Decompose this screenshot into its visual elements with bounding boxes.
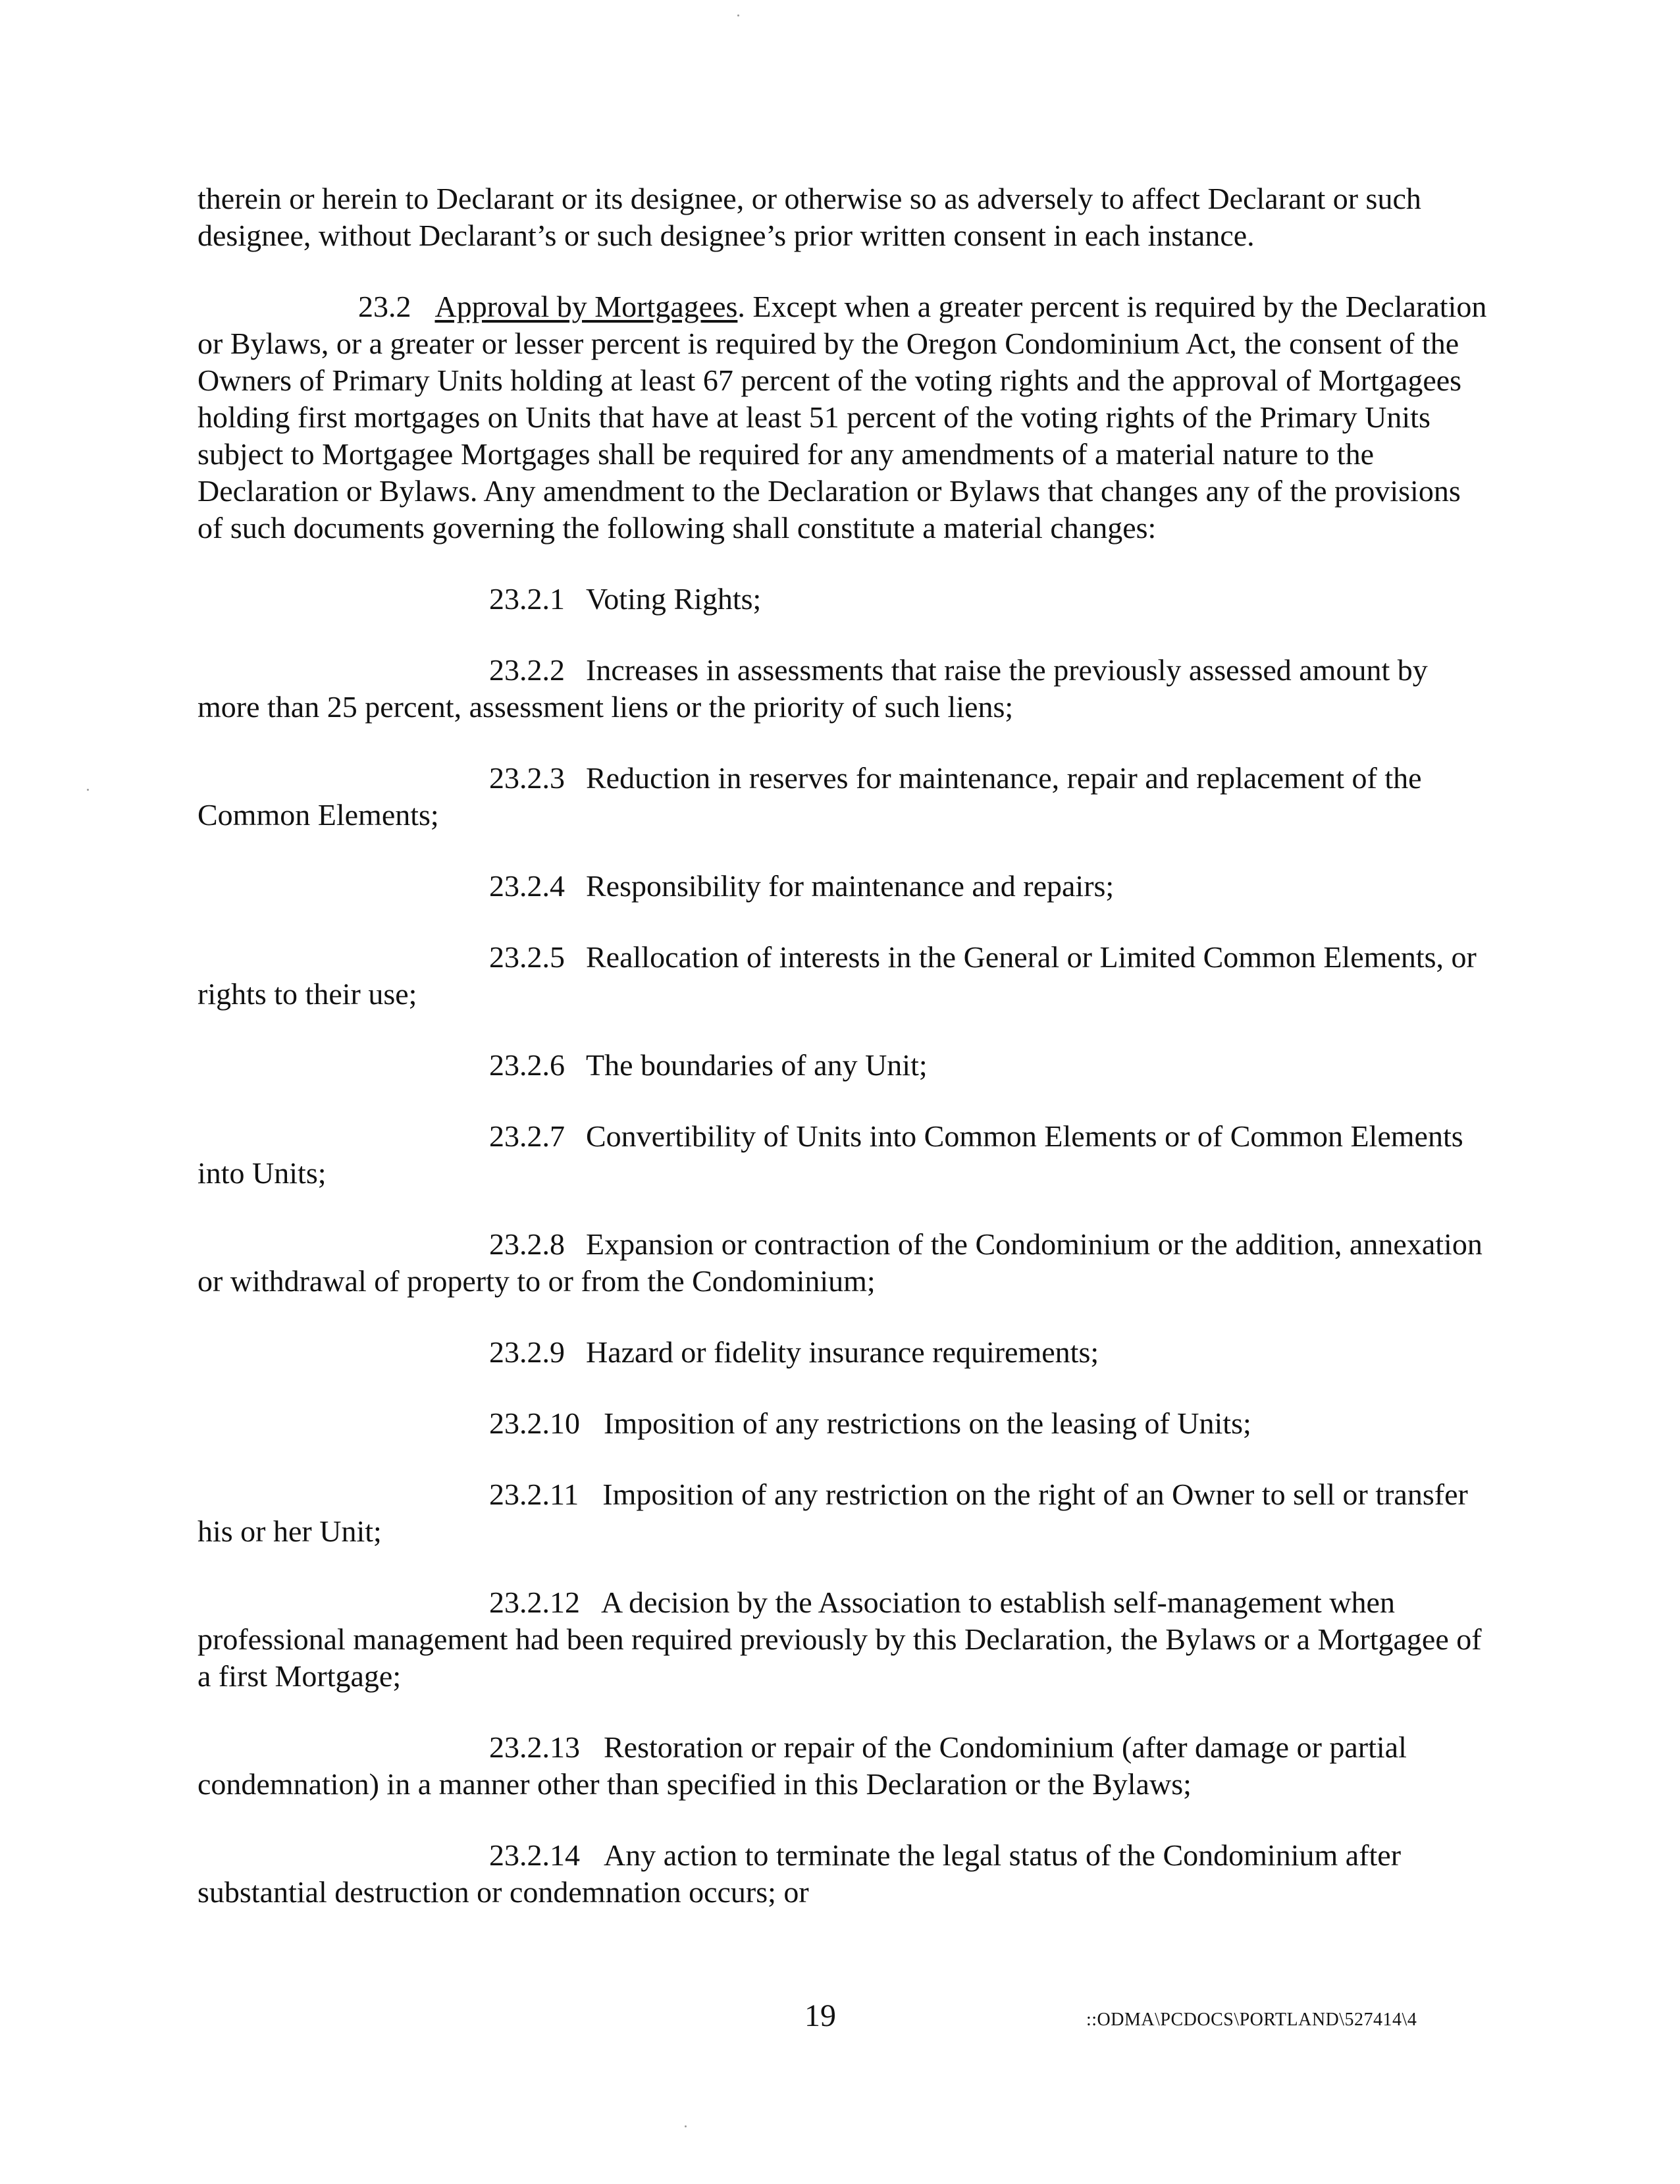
scan-speck (87, 789, 89, 791)
list-item (197, 581, 1488, 618)
item-number: 23.2.4 (489, 869, 565, 903)
item-number: 23.2.12 (489, 1585, 580, 1619)
list-item (197, 652, 1488, 726)
list-item (197, 1118, 1488, 1192)
scan-speck (737, 14, 739, 16)
item-text: The boundaries of any Unit; (586, 1048, 928, 1082)
item-number: 23.2.6 (489, 1048, 565, 1082)
document-page (197, 180, 1488, 1945)
list-item (197, 1047, 1488, 1084)
list-item (197, 939, 1488, 1013)
section-body: Except when a greater percent is required by the Declaration or Bylaws, or a greater or lesser percent is required by the Oregon Condominium Act, the consent of the Owners of Primary Units holding at least 67 percent of the voting rights and the approval of Mortgagees holding first mortgages on Units that have at least 51 percent of the voting rights of the Primary Units subject to Mortgagee Mortgages shall be required for any amendments of a material nature to the Declaration or Bylaws. Any amendment to the Declaration or Bylaws that changes any of the provisions of such documents governing the following shall constitute a material changes: (197, 290, 1487, 545)
item-number: 23.2.1 (489, 582, 565, 616)
section-number: 23.2 (358, 290, 411, 323)
item-number: 23.2.9 (489, 1335, 565, 1369)
item-text: Expansion or contraction of the Condominium or the addition, annexation or withdrawal of property to or from the Condominium; (197, 1227, 1483, 1298)
item-text: Hazard or fidelity insurance requirements; (586, 1335, 1099, 1369)
item-text: Any action to terminate the legal status of the Condominium after substantial destruction or condemnation occurs; or (197, 1838, 1402, 1909)
list-item (197, 1837, 1488, 1911)
list-item (197, 760, 1488, 834)
list-item (197, 1226, 1488, 1300)
item-number: 23.2.3 (489, 761, 565, 795)
item-text: Voting Rights; (586, 582, 762, 616)
section-heading: Approval by Mortgagees (434, 290, 738, 323)
scan-speck (685, 2125, 687, 2127)
continuation-paragraph: therein or herein to Declarant or its designee, or otherwise so as adversely to affect Declarant or such designee, without Declarant’s or such designee’s prior written consent in each instance. (197, 182, 1421, 252)
item-number: 23.2.10 (489, 1406, 580, 1440)
section-23-2 (197, 288, 1488, 546)
item-number: 23.2.8 (489, 1227, 565, 1261)
item-text: Responsibility for maintenance and repairs; (586, 869, 1115, 903)
item-number: 23.2.11 (489, 1478, 579, 1511)
item-text: Increases in assessments that raise the previously assessed amount by more than 25 percent, assessment liens or the priority of such liens; (197, 653, 1428, 724)
item-text: A decision by the Association to establish self-management when professional management had been required previously by this Declaration, the Bylaws or a Mortgagee of a first Mortgage; (197, 1585, 1482, 1693)
list-item (197, 1405, 1488, 1442)
item-number: 23.2.5 (489, 940, 565, 974)
item-number: 23.2.7 (489, 1119, 565, 1153)
item-text: Reduction in reserves for maintenance, repair and replacement of the Common Elements; (197, 761, 1422, 832)
list-item (197, 1729, 1488, 1803)
document-id: ::ODMA\PCDOCS\PORTLAND\527414\4 (1086, 2010, 1417, 2030)
item-text: Convertibility of Units into Common Elements or of Common Elements into Units; (197, 1119, 1463, 1190)
item-text: Imposition of any restriction on the right of an Owner to sell or transfer his or her Unit; (197, 1478, 1468, 1548)
item-number: 23.2.2 (489, 653, 565, 687)
list-item (197, 1584, 1488, 1695)
list-item (197, 1476, 1488, 1550)
page-number: 19 (804, 1998, 836, 2033)
section-heading-punct: . (737, 290, 745, 323)
item-number: 23.2.13 (489, 1730, 580, 1764)
item-text: Reallocation of interests in the General or Limited Common Elements, or rights to their use; (197, 940, 1477, 1011)
item-text: Restoration or repair of the Condominium (after damage or partial condemnation) in a manner other than specified in this Declaration or the Bylaws; (197, 1730, 1407, 1801)
list-item (197, 1334, 1488, 1371)
item-text: Imposition of any restrictions on the leasing of Units; (604, 1406, 1251, 1440)
list-item (197, 868, 1488, 905)
item-number: 23.2.14 (489, 1838, 580, 1872)
